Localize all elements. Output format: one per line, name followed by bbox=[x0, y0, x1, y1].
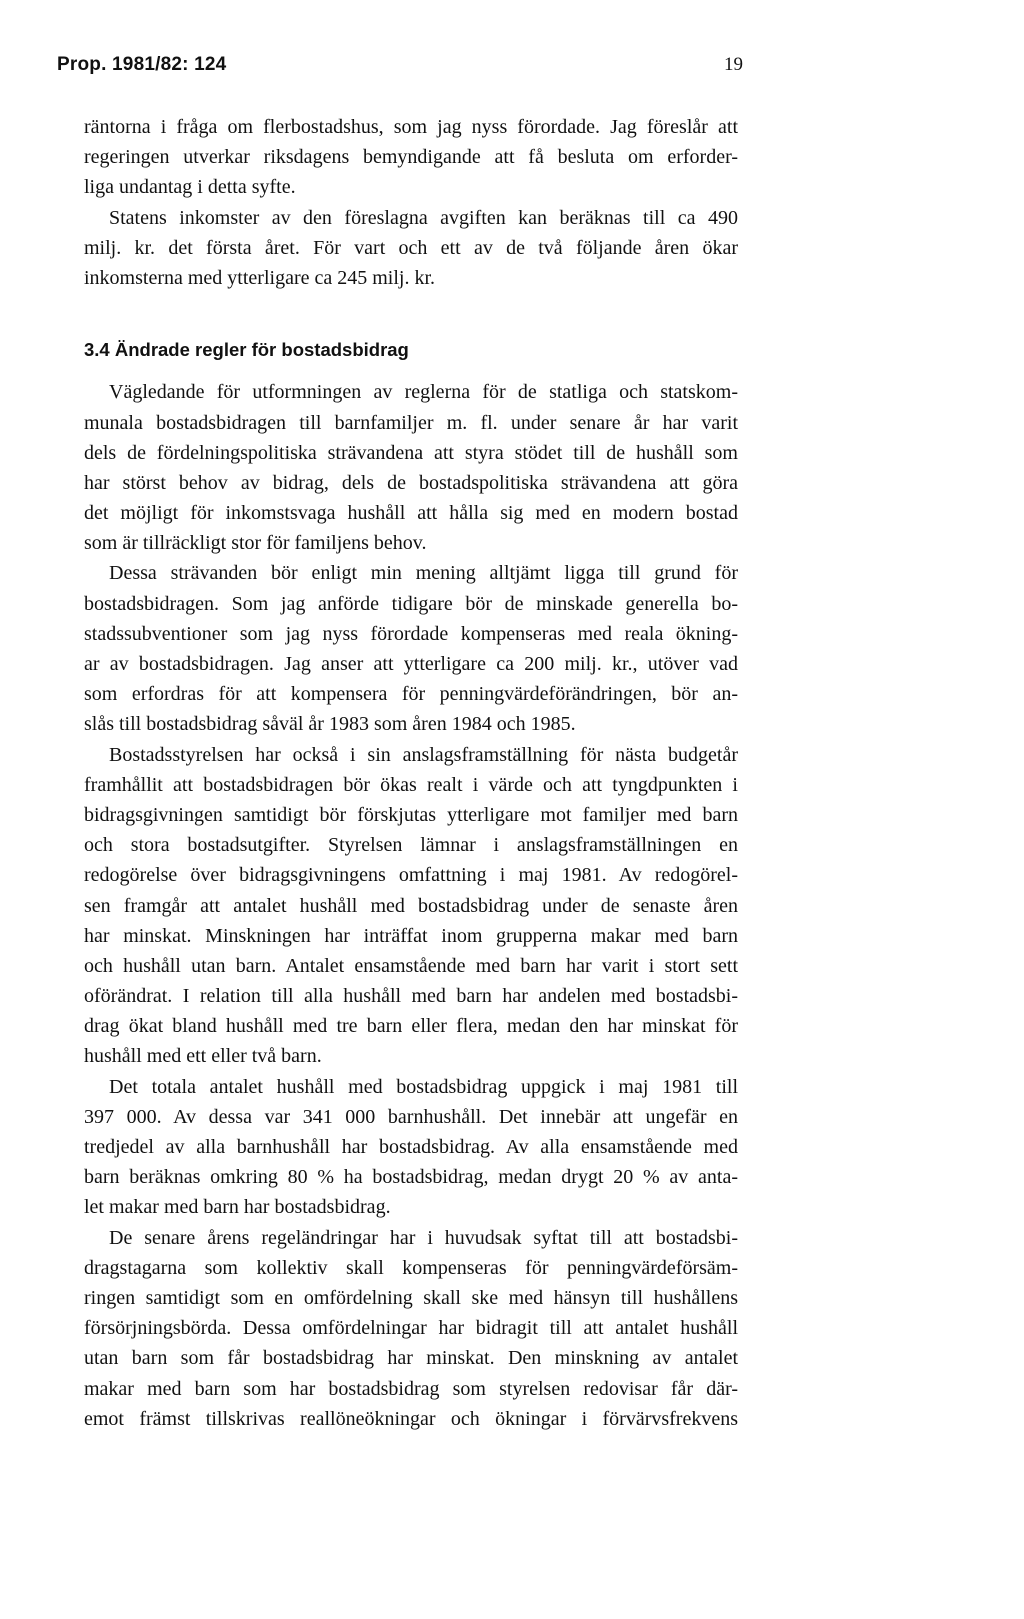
text-line: Det totala antalet hushåll med bostadsbidrag uppgick i maj 1981 till bbox=[109, 1075, 738, 1098]
paragraph bbox=[84, 203, 738, 294]
text-line: Dessa strävanden bör enligt min mening alltjämt ligga till grund för bbox=[109, 562, 738, 585]
text-line: makar med barn som har bostadsbidrag som styrelsen redovisar får där- bbox=[84, 1377, 738, 1400]
text-line: De senare årens regeländringar har i huvudsak syftat till att bostadsbi- bbox=[109, 1226, 738, 1249]
text-line: tredjedel av alla barnhushåll har bostadsbidrag. Av alla ensamstående med bbox=[84, 1136, 738, 1158]
text-line: regeringen utverkar riksdagens bemyndigande att få besluta om erforder- bbox=[84, 146, 738, 169]
text-line: ar av bostadsbidragen. Jag anser att ytterligare ca 200 milj. kr., utöver vad bbox=[84, 653, 738, 675]
document-body bbox=[84, 112, 738, 1434]
page-header bbox=[57, 54, 743, 86]
text-line: dragstagarna som kollektiv skall kompenseras för penningvärdeförsäm- bbox=[84, 1256, 738, 1279]
text-line: 397 000. Av dessa var 341 000 barnhushåll. Det innebär att ungefär en bbox=[84, 1105, 738, 1128]
text-line: sen framgår att antalet hushåll med bostadsbidrag under de senaste åren bbox=[84, 894, 738, 917]
paragraph bbox=[84, 1072, 738, 1223]
paragraph bbox=[84, 558, 738, 739]
text-line: inkomsterna med ytterligare ca 245 milj. kr. bbox=[84, 266, 436, 289]
text-line: utan barn som får bostadsbidrag har minskat. Den minskning av antalet bbox=[84, 1347, 738, 1370]
proposition-reference: Prop. 1981/82: 124 bbox=[57, 54, 227, 75]
text-line: har minskat. Minskningen har inträffat inom grupperna makar med barn bbox=[84, 924, 738, 947]
paragraph bbox=[84, 740, 738, 1072]
text-line: munala bostadsbidragen till barnfamiljer m. fl. under senare år har varit bbox=[84, 411, 738, 434]
text-line: som är tillräckligt stor för familjens behov. bbox=[84, 532, 427, 555]
text-line: stadssubventioner som jag nyss förordade kompenseras med reala ökning- bbox=[84, 622, 738, 645]
text-line: liga undantag i detta syfte. bbox=[84, 176, 296, 199]
page-number: 19 bbox=[724, 54, 743, 75]
text-line: framhållit att bostadsbidragen bör ökas realt i värde och att tyngdpunkten i bbox=[84, 773, 738, 796]
text-line: ringen samtidigt som en omfördelning skall ske med hänsyn till hushållens bbox=[84, 1286, 738, 1309]
text-line: oförändrat. I relation till alla hushåll med barn har andelen med bostadsbi- bbox=[84, 985, 738, 1008]
paragraph bbox=[84, 1223, 738, 1434]
text-line: milj. kr. det första året. För vart och ett av de två följande åren ökar bbox=[84, 236, 738, 259]
text-line: drag ökat bland hushåll med tre barn eller flera, medan den har minskat för bbox=[84, 1015, 738, 1038]
text-line: hushåll med ett eller två barn. bbox=[84, 1045, 322, 1068]
text-line: bidragsgivningen samtidigt bör förskjutas ytterligare mot familjer med barn bbox=[84, 803, 738, 826]
text-line: slås till bostadsbidrag såväl år 1983 som åren 1984 och 1985. bbox=[84, 713, 576, 736]
text-line: har störst behov av bidrag, dels de bostadspolitiska strävandena att göra bbox=[84, 471, 738, 494]
paragraph bbox=[84, 377, 738, 558]
text-line: det möjligt för inkomstsvaga hushåll att hålla sig med en modern bostad bbox=[84, 502, 738, 525]
text-line: redogörelse över bidragsgivningens omfattning i maj 1981. Av redogörel- bbox=[84, 864, 738, 887]
text-line: bostadsbidragen. Som jag anförde tidigare bör de minskade generella bo- bbox=[84, 592, 738, 615]
text-line: och stora bostadsutgifter. Styrelsen lämnar i anslagsframställningen en bbox=[84, 834, 738, 857]
text-line: barn beräknas omkring 80 % ha bostadsbidrag, medan drygt 20 % av anta- bbox=[84, 1166, 738, 1189]
text-line: och hushåll utan barn. Antalet ensamstående med barn har varit i stort sett bbox=[84, 954, 738, 977]
text-line: som erfordras för att kompensera för penningvärdeförändringen, bör an- bbox=[84, 683, 738, 706]
text-line: dels de fördelningspolitiska strävandena att styra stödet till de hushåll som bbox=[84, 441, 738, 464]
section-heading: 3.4 Ändrade regler för bostadsbidrag bbox=[84, 339, 409, 361]
text-line: Statens inkomster av den föreslagna avgiften kan beräknas till ca 490 bbox=[109, 206, 738, 229]
text-line: emot främst tillskrivas reallöneökningar och ökningar i förvärvsfrekvens bbox=[84, 1407, 738, 1430]
text-line: Bostadsstyrelsen har också i sin anslagsframställning för nästa budgetår bbox=[109, 743, 738, 766]
section-spacer bbox=[84, 293, 738, 335]
heading-spacer bbox=[84, 365, 738, 377]
paragraph bbox=[84, 112, 738, 203]
text-line: let makar med barn har bostadsbidrag. bbox=[84, 1196, 391, 1219]
text-line: räntorna i fråga om flerbostadshus, som jag nyss förordade. Jag föreslår att bbox=[84, 116, 738, 138]
text-line: försörjningsbörda. Dessa omfördelningar har bidragit till att antalet hushåll bbox=[84, 1317, 738, 1340]
text-line: Vägledande för utformningen av reglerna för de statliga och statskom- bbox=[109, 381, 738, 404]
